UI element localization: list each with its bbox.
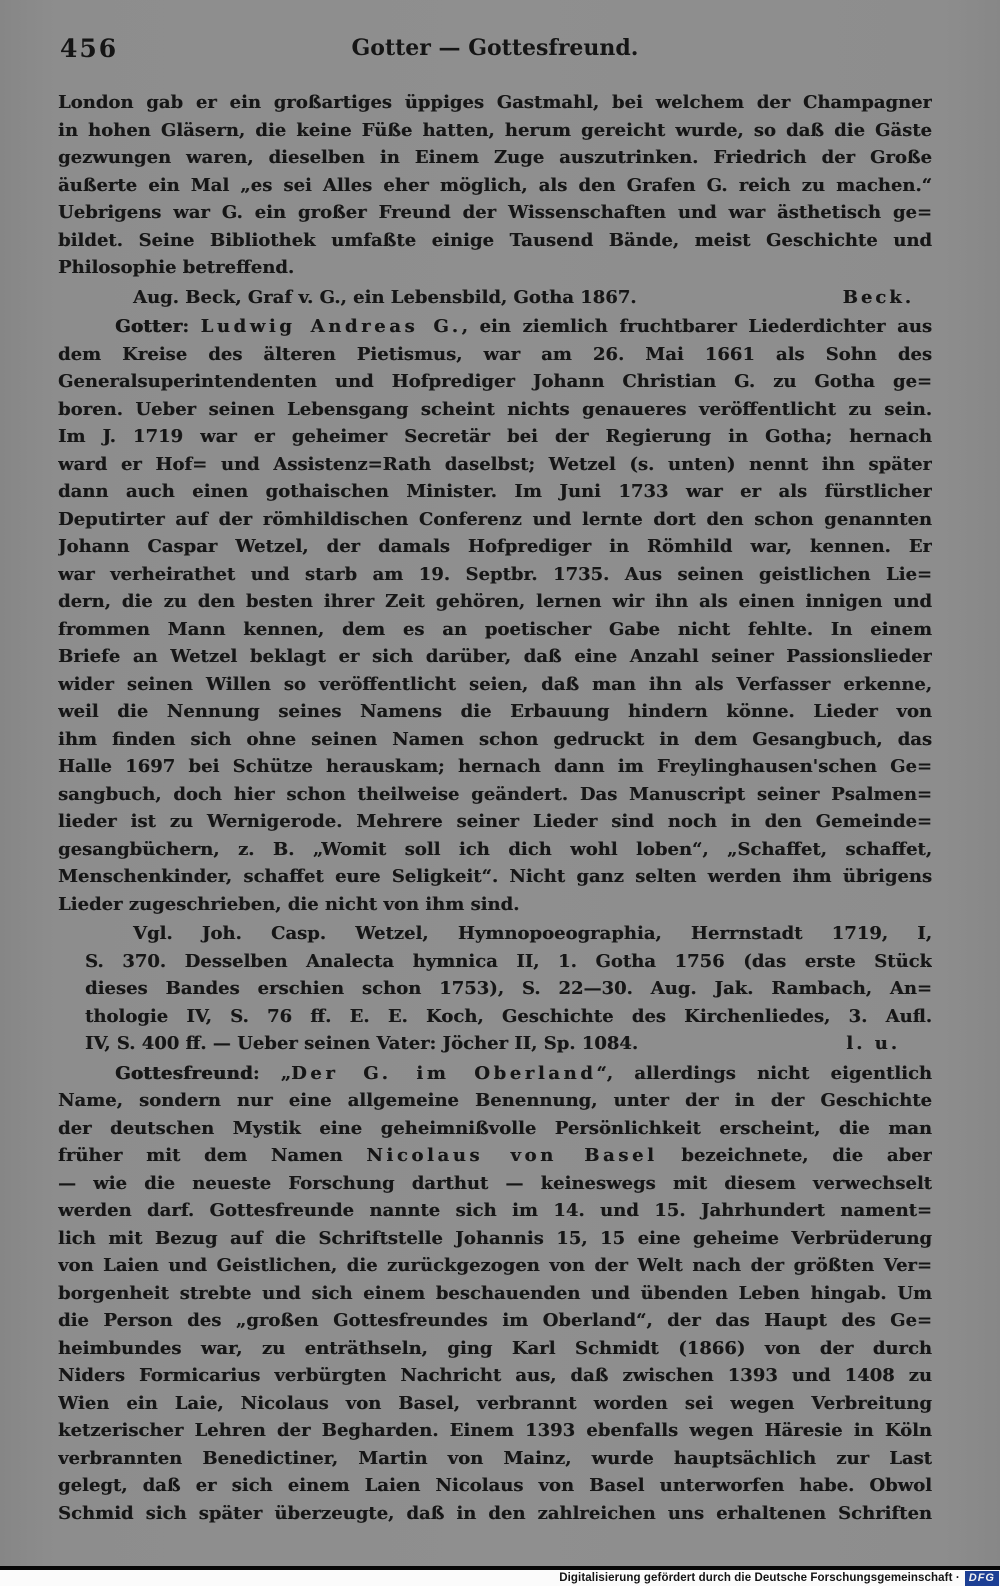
text-run: Uebrigens war G. ein großer Freund der Wissenschaften und war ästhetisch ge= — [58, 202, 932, 223]
text-run: heimbundes war, zu enträthseln, ging Karl Schmidt (1866) von der durch — [58, 1337, 932, 1359]
text-line — [58, 891, 932, 919]
text-run: lieder ist zu Wernigerode. Mehrere seiner Lieder sind noch in den Gemeinde= — [58, 811, 932, 832]
text-run: ward er Hof= und Assistenz=Rath daselbst; Wetzel (s. unten) nennt ihn später — [58, 453, 932, 475]
text-block — [58, 89, 932, 1527]
dfg-logo: DFG — [965, 1571, 999, 1586]
text-line — [85, 1030, 932, 1058]
text-line — [58, 698, 932, 726]
text-line — [58, 1445, 932, 1473]
text-line — [58, 808, 932, 836]
spaced-name: Ludwig Andreas G. — [200, 316, 462, 337]
text-line — [58, 753, 932, 781]
text-run: werden darf. Gottesfreunde nannte sich im 14. und 15. Jahrhundert nament= — [58, 1200, 932, 1221]
text-line — [58, 144, 932, 172]
text-run: Johann Caspar Wetzel, der damals Hofprediger in Römhild war, kennen. Er — [58, 536, 932, 557]
text-line — [58, 396, 932, 424]
digitization-footer — [0, 1570, 1000, 1586]
text-run: “, allerdings nicht eigentlich — [596, 1062, 932, 1084]
text-line — [58, 368, 932, 396]
digitization-credit: Digitalisierung gefördert durch die Deutsche Forschungsgemeinschaft · — [559, 1572, 960, 1584]
text-run: war verheirathet und starb am 19. Septbr. 1735. Aus seinen geistlichen Lie= — [58, 563, 932, 585]
text-run: boren. Ueber seinen Lebensgang scheint nichts genaueres veröffentlicht zu sein. — [58, 398, 932, 420]
text-line — [58, 1197, 932, 1225]
text-line — [85, 975, 932, 1003]
reference-wetzel — [58, 920, 932, 1058]
author-signature: l. u. — [846, 1033, 900, 1054]
text-run: , ein ziemlich fruchtbarer Liederdichter aus — [461, 316, 932, 337]
text-run: London gab er ein großartiges üppiges Gastmahl, bei welchem der Champagner — [58, 92, 932, 113]
text-line — [58, 1362, 932, 1390]
text-run: dieses Bandes erschien schon 1753), S. 22—30. Aug. Jak. Rambach, An= — [85, 978, 932, 999]
running-header-title: Gotter — Gottesfreund. — [351, 35, 639, 61]
text-line — [58, 1307, 932, 1335]
text-line — [58, 1115, 932, 1143]
text-run: Vgl. Joh. Casp. Wetzel, Hymnopoeographia, Herrnstadt 1719, I, — [133, 923, 932, 944]
text-line — [58, 863, 932, 891]
text-run: dann auch einen gothaischen Minister. Im Juni 1733 war er als fürstlicher — [58, 481, 932, 502]
text-run: IV, S. 400 ff. — Ueber seinen Vater: Jöcher II, Sp. 1084. — [85, 1033, 639, 1054]
text-run: ketzerischer Lehren der Begharden. Einem 1393 ebenfalls wegen Häresie in Köln — [58, 1420, 932, 1441]
text-run: von Laien und Geistlichen, die zurückgezogen von der Welt nach der größten Ver= — [58, 1255, 932, 1276]
text-line — [58, 1225, 932, 1253]
text-line — [85, 284, 932, 312]
text-run: — wie die neueste Forschung darthut — keineswegs mit diesem verwechselt — [58, 1172, 932, 1194]
text-line — [58, 254, 932, 282]
text-run: Halle 1697 bei Schütze herauskam; hernach dann im Freylinghausen'schen Ge= — [58, 756, 932, 777]
text-run: Menschenkinder, schaffet eure Seligkeit“. Nicht ganz selten werden ihm übrigens — [58, 866, 932, 887]
text-line — [58, 478, 932, 506]
text-line — [58, 506, 932, 534]
text-run: dem Kreise des älteren Pietismus, war am 26. Mai 1661 als Sohn des — [58, 343, 932, 365]
text-run: Schmid sich später überzeugte, daß in den zahlreichen uns erhaltenen Schriften — [58, 1502, 932, 1524]
text-run: Wien ein Laie, Nicolaus von Basel, verbrannt worden sei wegen Verbreitung — [58, 1392, 932, 1414]
text-run: thologie IV, S. 76 ff. E. E. Koch, Geschichte des Kirchenliedes, 3. Aufl. — [85, 1005, 932, 1027]
text-line — [58, 117, 932, 145]
text-run: gelegt, daß er sich einem Laien Nicolaus von Basel unterworfen habe. Obwol — [58, 1475, 932, 1496]
text-line — [58, 1417, 932, 1445]
text-run: verbrannten Benedictiner, Martin von Mainz, wurde hauptsächlich zur Last — [58, 1447, 932, 1469]
text-line — [58, 781, 932, 809]
text-line — [58, 423, 932, 451]
text-line — [58, 1472, 932, 1500]
text-run: äußerte ein Mal „es sei Alles eher möglich, als den Grafen G. reich zu machen.“ — [58, 174, 932, 196]
text-run: frommen Mann kennen, dem es an poetischer Gabe nicht fehlte. In einem — [58, 618, 932, 640]
text-run: gezwungen waren, dieselben in Einem Zuge auszutrinken. Friedrich der Große — [58, 147, 932, 168]
text-line — [58, 533, 932, 561]
text-run: Deputirter auf der römhildischen Conferenz und lernte dort den schon genannten — [58, 508, 932, 530]
entry-gotter — [58, 313, 932, 918]
text-line — [58, 1142, 932, 1170]
text-line — [58, 1170, 932, 1198]
text-line — [58, 313, 932, 341]
text-line — [58, 451, 932, 479]
text-run: sangbuch, doch hier schon theilweise geändert. Das Manuscript seiner Psalmen= — [58, 783, 932, 805]
text-run: : — [182, 316, 201, 337]
text-line — [58, 1390, 932, 1418]
text-run: Philosophie betreffend. — [58, 257, 295, 278]
text-line — [58, 227, 932, 255]
text-run: Lieder zugeschrieben, die nicht von ihm sind. — [58, 893, 520, 915]
text-run: Im J. 1719 war er geheimer Secretär bei der Regierung in Gotha; hernach — [58, 426, 932, 447]
entry-gottesfreund — [58, 1060, 932, 1528]
paragraph-gotter-continuation — [58, 89, 932, 282]
text-run: bildet. Seine Bibliothek umfaßte einige Tausend Bände, meist Geschichte und — [58, 229, 932, 251]
text-line — [58, 588, 932, 616]
text-run: in hohen Gläsern, die keine Füße hatten, herum gereicht wurde, so daß die Gäste — [58, 119, 932, 141]
page-number: 456 — [60, 34, 119, 63]
text-run: weil die Nennung seines Namens die Erbauung hindern könne. Lieder von — [58, 701, 932, 722]
text-run: S. 370. Desselben Analecta hymnica II, 1. Gotha 1756 (das erste Stück — [85, 950, 932, 972]
running-header — [58, 30, 932, 66]
text-line — [58, 199, 932, 227]
text-line — [85, 920, 932, 948]
text-run: wider seinen Willen so veröffentlicht seien, daß man ihn als Verfasser erkenne, — [58, 673, 932, 695]
text-line — [58, 1060, 932, 1088]
text-run: : „ — [252, 1062, 292, 1084]
text-line — [85, 1003, 932, 1031]
text-run: dern, die zu den besten ihrer Zeit gehören, lernen wir ihn als einen innigen und — [58, 591, 932, 612]
text-run: borgenheit strebte und sich einem beschauenden und übenden Leben hingab. Um — [58, 1282, 932, 1304]
text-run: Aug. Beck, Graf v. G., ein Lebensbild, Gotha 1867. — [133, 286, 637, 308]
text-line — [58, 1087, 932, 1115]
spaced-name: Nicolaus von Basel — [366, 1145, 658, 1166]
text-line — [58, 836, 932, 864]
text-run: ihm finden sich ohne seinen Namen schon gedruckt in dem Gesangbuch, das — [58, 728, 932, 750]
text-line — [58, 1252, 932, 1280]
text-run: lich mit Bezug auf die Schriftstelle Johannis 15, 15 eine geheime Verbrüderung — [58, 1227, 932, 1249]
author-signature: Beck. — [842, 286, 914, 308]
text-run: die Person des „großen Gottesfreundes im Oberland“, der das Haupt des Ge= — [58, 1310, 932, 1331]
text-run: der deutschen Mystik eine geheimnißvolle Persönlichkeit erscheint, die man — [58, 1117, 932, 1139]
text-line — [58, 671, 932, 699]
text-line — [58, 172, 932, 200]
text-run: bezeichnete, die aber — [657, 1145, 932, 1166]
reference-beck — [58, 284, 932, 312]
text-line — [58, 616, 932, 644]
text-line — [58, 341, 932, 369]
text-line — [85, 948, 932, 976]
text-run: Niders Formicarius verbürgten Nachricht aus, daß zwischen 1393 und 1408 zu — [58, 1365, 932, 1386]
text-line — [58, 561, 932, 589]
text-line — [58, 89, 932, 117]
text-line — [58, 643, 932, 671]
entry-headword: Gotter — [115, 316, 183, 337]
text-run: Generalsuperintendenten und Hofprediger Johann Christian G. zu Gotha ge= — [58, 371, 932, 392]
text-run: früher mit dem Namen — [58, 1145, 367, 1166]
text-line — [58, 1335, 932, 1363]
text-run: gesangbüchern, z. B. „Womit soll ich dich wohl loben“, „Schaffet, schaffet, — [58, 838, 932, 860]
text-line — [58, 726, 932, 754]
text-line — [58, 1500, 932, 1528]
entry-headword: Gottesfreund — [115, 1062, 253, 1084]
spaced-name: Der G. im Oberland — [291, 1062, 597, 1084]
text-run: Briefe an Wetzel beklagt er sich darüber, daß eine Anzahl seiner Passionslieder — [58, 646, 932, 667]
text-line — [58, 1280, 932, 1308]
text-run: Name, sondern nur eine allgemeine Benennung, unter der in der Geschichte — [58, 1090, 932, 1111]
